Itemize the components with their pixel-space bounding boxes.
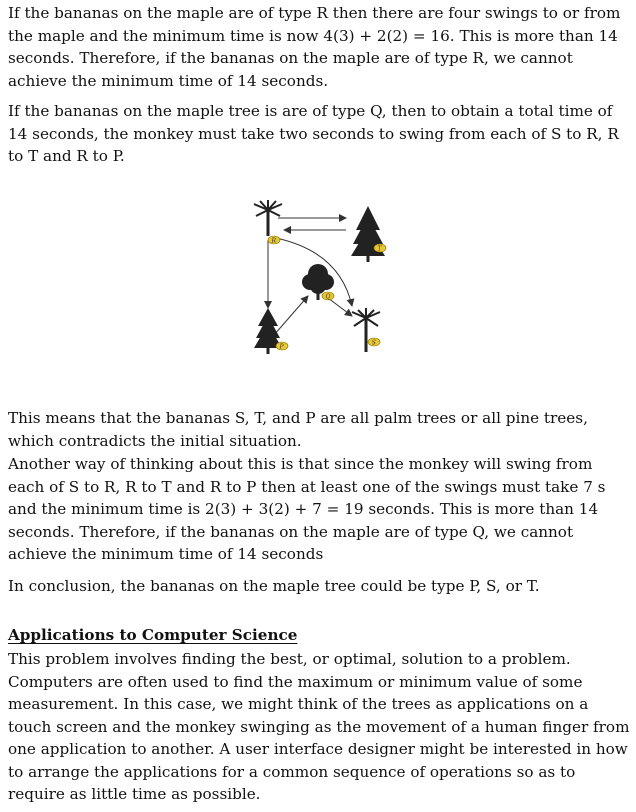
banana-icon-s [368, 338, 380, 347]
arrow-q-to-s [328, 298, 352, 316]
paragraph-conclusion: In conclusion, the bananas on the maple tree could be type P, S, or T. [8, 577, 540, 595]
label-p: P [279, 343, 284, 351]
banana-icon-q [322, 292, 334, 301]
banana-icon-p [276, 342, 288, 351]
palm-tree-r [254, 200, 282, 236]
label-q: Q [325, 293, 331, 301]
paragraph-type-r-case: If the bananas on the maple are of type R then there are four swings to or from the maple and the minimum time is now 4(3) + 2(2) = 16. This is more than 14 seconds. Therefore, if the bananas on the maple are of type R, we cannot achieve the minimum time of 14 seconds. [8, 4, 621, 90]
arrow-p-to-q [274, 296, 308, 335]
paragraph-type-q-case: If the bananas on the maple tree is are of type Q, then to obtain a total time of 14 seconds, the monkey must take two seconds to swing from each of S to R, R to T and R to P. [8, 102, 619, 165]
label-s: S [371, 339, 376, 347]
label-r: R [271, 237, 277, 245]
paragraph-applications: This problem involves finding the best, or optimal, solution to a problem. Computers are often used to find the maximum or minimum value of some measurement. In this case, we might think of the trees as applications on a touch screen and the monkey swinging as the movement of a human finger from one application to another. A user interface designer might be interested in how to arrange the applications for a common sequence of operations so as to require as little time as possible. [8, 650, 630, 803]
diagram-svg [248, 200, 396, 360]
label-t: T [377, 245, 382, 253]
section-heading: Applications to Computer Science [8, 626, 298, 644]
pine-tree-t [351, 206, 385, 262]
banana-icon-r [268, 236, 280, 245]
paragraph-contradiction: This means that the bananas S, T, and P are all palm trees or all pine trees, which contradicts the initial situation. [8, 409, 588, 450]
paragraph-another-way: Another way of thinking about this is that since the monkey will swing from each of S to R, R to T and R to P then at least one of the swings must take 7 s and the minimum time is 2(3) + 3(2) + 7 = 19 seconds. This is more than 14 seconds. Therefore, if the bananas on the maple are of type Q, we cannot achieve the minimum time of 14 seconds [8, 455, 606, 563]
tree-swing-diagram [248, 200, 396, 360]
